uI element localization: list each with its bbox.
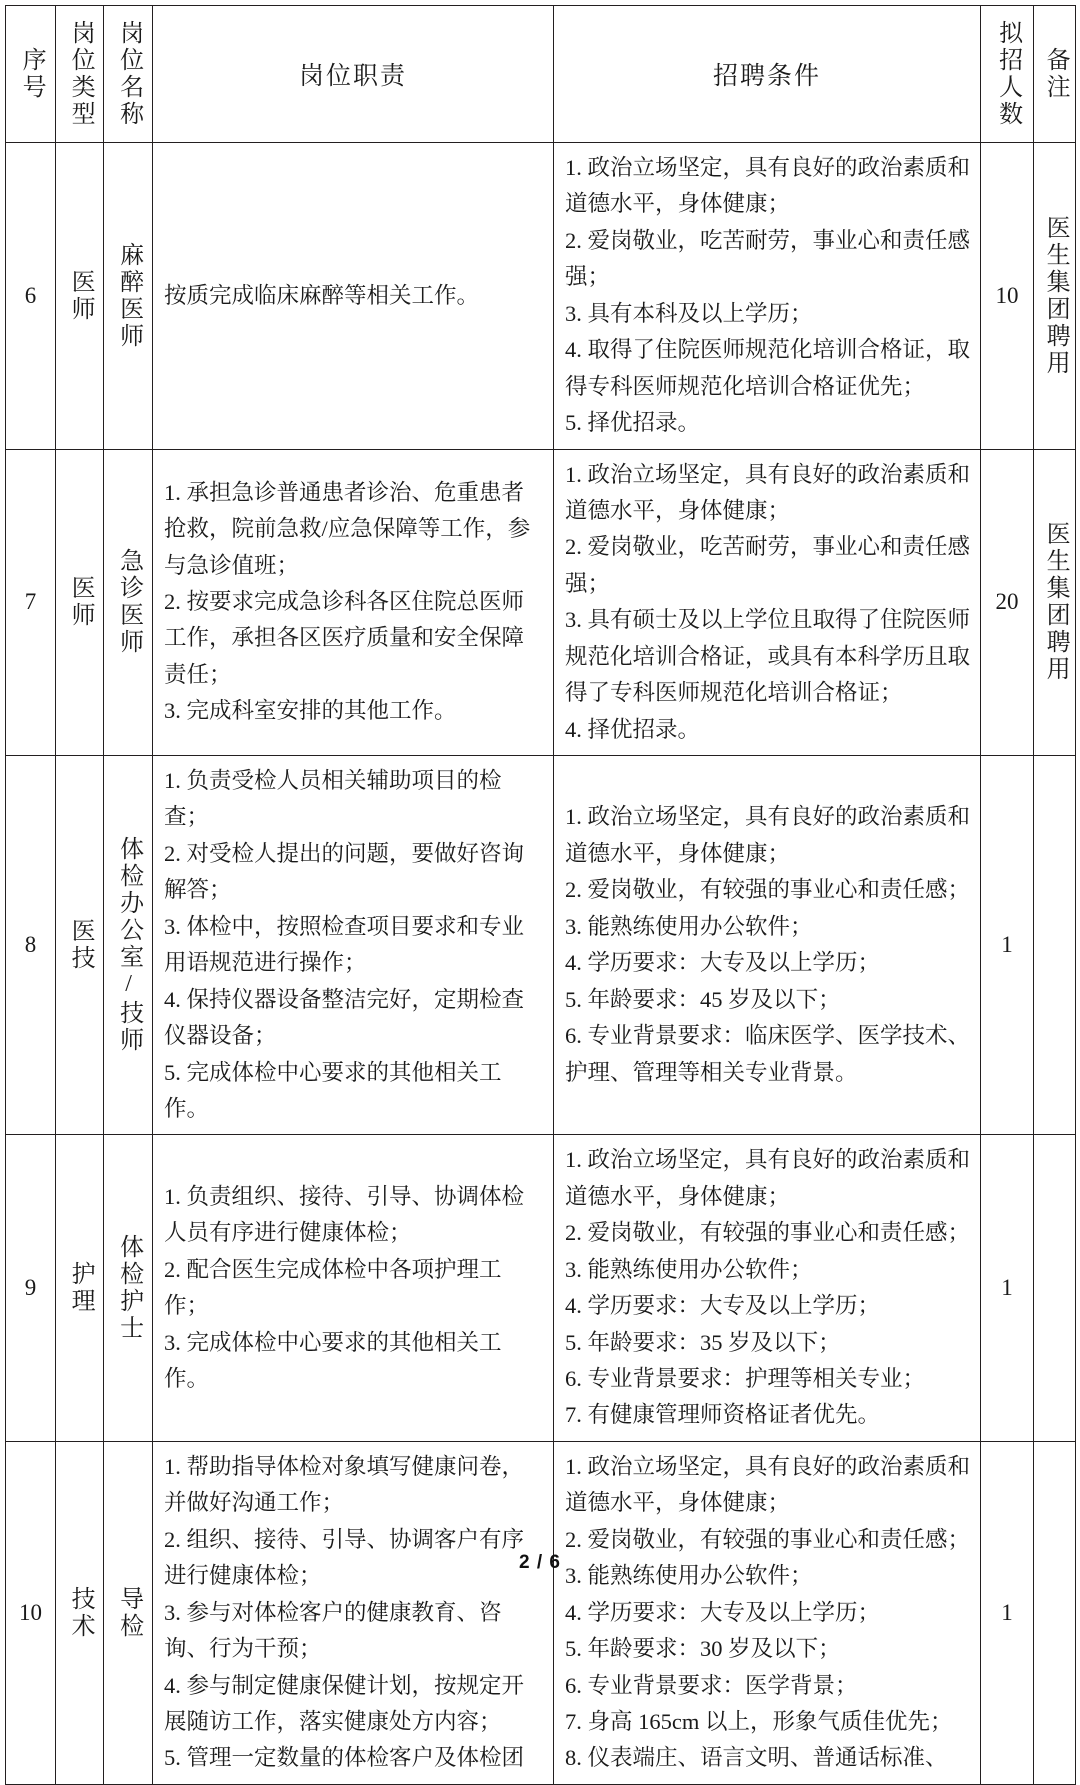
cell-job-name [104, 143, 153, 450]
cell-job-type [56, 1135, 104, 1442]
cell-job-name [104, 1135, 153, 1442]
text-line: 4. 保持仪器设备整洁完好，定期检查仪器设备； [164, 986, 525, 1049]
text-line: 2. 爱岗敬业，有较强的事业心和责任感； [565, 1220, 971, 1246]
note-label: 医生集团聘用 [1042, 214, 1069, 377]
text-line: 6. 专业背景要求：临床医学、医学技术、护理、管理等相关专业背景。 [565, 1023, 971, 1085]
header-cell-job-name [104, 6, 153, 143]
text-line: 3. 完成科室安排的其他工作。 [164, 698, 457, 724]
text-line: 按质完成临床麻醉等相关工作。 [164, 282, 480, 308]
job-type-label: 医师 [67, 575, 94, 630]
cell-count: 1 [981, 1441, 1034, 1784]
job-name-label: 麻醉医师 [115, 241, 142, 350]
job-type-label: 技术 [67, 1585, 94, 1640]
text-line: 5. 完成体检中心要求的其他相关工作。 [164, 1059, 502, 1121]
table-row [6, 756, 1076, 1135]
text-line: 2. 爱岗敬业，有较强的事业心和责任感； [565, 877, 971, 903]
text-line: 3. 完成体检中心要求的其他相关工作。 [164, 1329, 502, 1391]
text-line: 1. 帮助指导体检对象填写健康问卷，并做好沟通工作； [164, 1453, 525, 1516]
text-line: 5. 年龄要求：35 岁及以下； [565, 1329, 841, 1355]
cell-seq: 8 [6, 756, 56, 1135]
text-line: 4. 取得了住院医师规范化培训合格证，取得专科医师规范化培训合格证优先； [565, 337, 971, 399]
cell-job-name [104, 756, 153, 1135]
cell-duties [153, 1135, 554, 1442]
header-cell-duties [153, 6, 554, 143]
text-line: 6. 专业背景要求：护理等相关专业； [565, 1366, 926, 1391]
table-row [6, 1135, 1076, 1442]
job-name-label: 急诊医师 [115, 548, 142, 657]
recruitment-table [5, 5, 1076, 1785]
text-line: 4. 择优招录。 [565, 716, 701, 742]
cell-job-type [56, 143, 104, 450]
job-name-label: 导检 [115, 1585, 142, 1640]
conditions-text [554, 792, 980, 1098]
cell-note [1034, 756, 1076, 1135]
header-label-count: 拟招人数 [994, 20, 1021, 128]
cell-note [1034, 1135, 1076, 1442]
text-line: 5. 择优招录。 [565, 410, 701, 436]
header-cell-seq [6, 6, 56, 143]
cell-count: 1 [981, 1135, 1034, 1442]
cell-conditions [554, 449, 981, 756]
cell-count: 10 [981, 143, 1034, 450]
text-line: 2. 爱岗敬业，有较强的事业心和责任感； [565, 1526, 971, 1552]
text-line: 2. 爱岗敬业，吃苦耐劳，事业心和责任感强； [565, 227, 971, 290]
cell-conditions [554, 1441, 981, 1784]
header-label-job-name: 岗位名称 [115, 20, 142, 128]
cell-job-type [56, 1441, 104, 1784]
conditions-text [554, 1442, 980, 1784]
cell-job-type [56, 449, 104, 756]
table-row [6, 143, 1076, 450]
cell-count: 1 [981, 756, 1034, 1135]
header-label-note: 备注 [1042, 47, 1069, 101]
duties-text [153, 271, 553, 321]
duties-text [153, 1442, 553, 1784]
cell-duties [153, 756, 554, 1135]
text-line: 3. 能熟练使用办公软件； [565, 1563, 813, 1589]
text-line: 7. 有健康管理师资格证者优先。 [565, 1402, 881, 1428]
text-line: 1. 政治立场坚定，具有良好的政治素质和道德水平，身体健康； [565, 461, 971, 523]
cell-job-name [104, 449, 153, 756]
cell-duties [153, 143, 554, 450]
text-line: 7. 身高 165cm 以上，形象气质佳优先； [565, 1708, 953, 1734]
job-name-label: 体检办公室/技师 [115, 836, 142, 1055]
text-line: 2. 组织、接待、引导、协调客户有序进行健康体检； [164, 1526, 525, 1589]
duties-text [153, 756, 553, 1134]
text-line: 4. 参与制定健康保健计划，按规定开展随访工作，落实健康处方内容； [164, 1672, 525, 1734]
job-name-label: 体检护士 [115, 1234, 142, 1343]
table-row [6, 449, 1076, 756]
text-line: 1. 承担急诊普通患者诊治、危重患者抢救，院前急救/应急保障等工作，参与急诊值班； [164, 479, 531, 578]
text-line: 3. 体检中，按照检查项目要求和专业用语规范进行操作； [164, 913, 525, 976]
cell-note [1034, 143, 1076, 450]
cell-duties [153, 1441, 554, 1784]
cell-count: 20 [981, 449, 1034, 756]
job-type-label: 医师 [67, 268, 94, 323]
text-line: 4. 学历要求：大专及以上学历； [565, 950, 881, 976]
text-line: 4. 学历要求：大专及以上学历； [565, 1599, 881, 1625]
job-type-label: 医技 [67, 918, 94, 973]
text-line: 1. 负责受检人员相关辅助项目的检查； [164, 768, 502, 830]
table-header-row [6, 6, 1076, 143]
text-line: 2. 爱岗敬业，吃苦耐劳，事业心和责任感强； [565, 534, 971, 596]
text-line: 2. 对受检人提出的问题，要做好咨询解答； [164, 840, 525, 903]
note-label: 医生集团聘用 [1042, 521, 1069, 684]
header-cell-note [1034, 6, 1076, 143]
duties-text [153, 468, 553, 737]
header-cell-count [981, 6, 1034, 143]
text-line: 4. 学历要求：大专及以上学历； [565, 1293, 881, 1319]
text-line: 2. 按要求完成急诊科各区住院总医师工作，承担各区医疗质量和安全保障责任； [164, 589, 525, 687]
text-line: 6. 专业背景要求：医学背景； [565, 1672, 858, 1698]
cell-note [1034, 449, 1076, 756]
text-line: 1. 政治立场坚定，具有良好的政治素质和道德水平，身体健康； [565, 804, 971, 866]
duties-text [153, 1172, 553, 1405]
header-label-job-type: 岗位类型 [67, 20, 94, 128]
text-line: 3. 能熟练使用办公软件； [565, 1256, 813, 1282]
text-line: 5. 年龄要求：45 岁及以下； [565, 986, 841, 1012]
text-line: 3. 具有硕士及以上学位且取得了住院医师规范化培训合格证，或具有本科学历且取得了专科医师规范化培训合格证； [565, 607, 971, 706]
header-label-duties: 岗位职责 [298, 63, 407, 90]
cell-seq: 10 [6, 1441, 56, 1784]
text-line: 1. 政治立场坚定，具有良好的政治素质和道德水平，身体健康； [565, 155, 971, 217]
cell-conditions [554, 1135, 981, 1442]
text-line: 2. 配合医生完成体检中各项护理工作； [164, 1256, 502, 1319]
cell-job-name [104, 1441, 153, 1784]
cell-duties [153, 449, 554, 756]
cell-seq: 6 [6, 143, 56, 450]
text-line: 3. 参与对体检客户的健康教育、咨询、行为干预； [164, 1599, 502, 1662]
table-row [6, 1441, 1076, 1784]
conditions-text [554, 450, 980, 756]
text-line: 3. 具有本科及以上学历； [565, 300, 813, 326]
header-label-seq: 序号 [18, 47, 45, 101]
cell-conditions [554, 143, 981, 450]
conditions-text [554, 1135, 980, 1441]
text-line: 8. 仪表端庄、语言文明、普通话标准、 [565, 1745, 948, 1771]
header-cell-job-type [56, 6, 104, 143]
text-line: 1. 负责组织、接待、引导、协调体检人员有序进行健康体检； [164, 1183, 525, 1246]
cell-seq: 7 [6, 449, 56, 756]
cell-note [1034, 1441, 1076, 1784]
text-line: 1. 政治立场坚定，具有良好的政治素质和道德水平，身体健康； [565, 1453, 971, 1516]
cell-job-type [56, 756, 104, 1135]
conditions-text [554, 143, 980, 449]
job-type-label: 护理 [67, 1261, 94, 1316]
header-label-conditions: 招聘条件 [712, 63, 821, 90]
text-line: 5. 年龄要求：30 岁及以下； [565, 1636, 841, 1662]
header-cell-conditions [554, 6, 981, 143]
text-line: 1. 政治立场坚定，具有良好的政治素质和道德水平，身体健康； [565, 1147, 971, 1209]
cell-seq: 9 [6, 1135, 56, 1442]
page-footer: 2 / 6 [519, 1552, 561, 1573]
cell-conditions [554, 756, 981, 1135]
text-line: 5. 管理一定数量的体检客户及体检团 [164, 1745, 525, 1771]
text-line: 3. 能熟练使用办公软件； [565, 913, 813, 939]
